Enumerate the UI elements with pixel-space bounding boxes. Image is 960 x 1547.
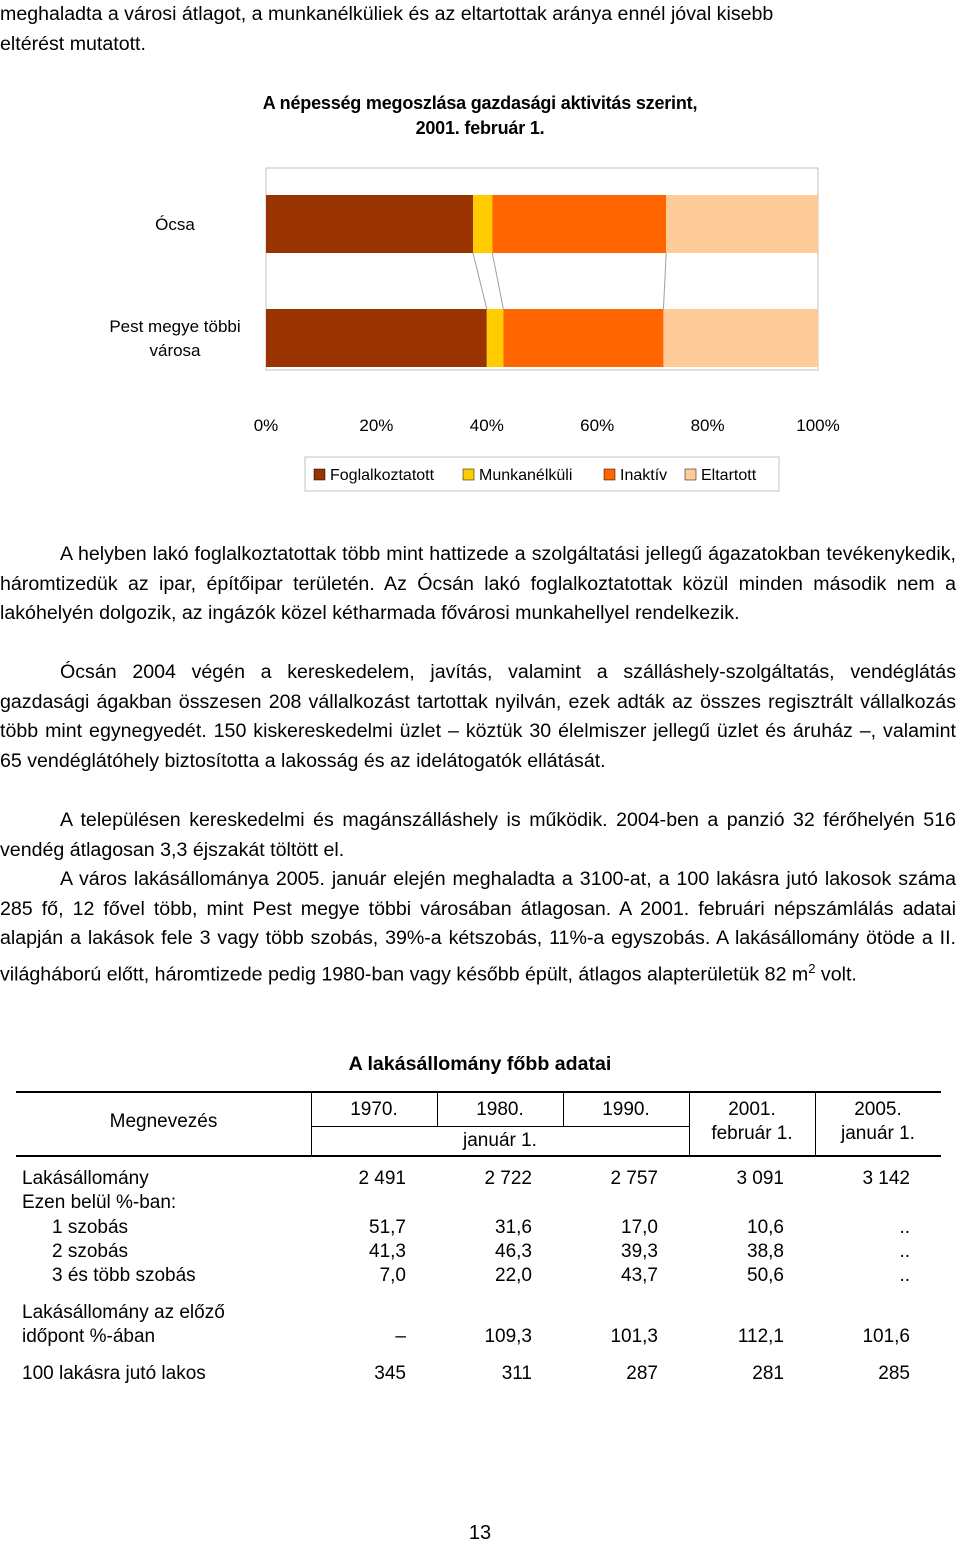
chart-title [0,91,960,141]
col-separator-2 [437,1092,438,1127]
cell: 22,0 [495,1265,532,1286]
row-label-100-lakasra: 100 lakásra jutó lakos [22,1363,206,1384]
bar-segment [492,195,666,253]
legend-label: Foglalkoztatott [330,467,435,484]
cell: 7,0 [379,1265,406,1286]
x-tick-label: 40% [469,416,504,435]
cell: 287 [626,1363,658,1384]
cell: 43,7 [621,1265,658,1286]
legend-swatch [604,469,615,480]
paragraph-accommodation: A településen kereskedelmi és magánszálláshely is működik. 2004-ben a panzió 32 férőhelyén 516 vendég átlagosan 3,3 éjszakát töltött el. [0,809,956,861]
table-header-bottom-rule [16,1155,941,1157]
col-separator-1 [311,1092,312,1156]
series-line [473,253,487,309]
row-label-1-szobas: 1 szobás [52,1217,129,1238]
cell: 17,0 [621,1217,658,1238]
header-jan1: január 1. [463,1130,537,1151]
bar-segment [473,195,492,253]
cell: .. [899,1265,910,1286]
cell: 345 [374,1363,406,1384]
cell: – [395,1326,406,1347]
row-label-2-szobas: 2 szobás [52,1241,129,1262]
paragraph-commerce: Ócsán 2004 végén a kereskedelem, javítás, valamint a szálláshely-szolgáltatás, vendéglátás gazdasági ágakban összesen 208 vállalkozást tartottak nyilván, ezek adták az összes regisztrált vállalkozás több mint egynegyedét. 150 kiskereskedelmi üzlet – köztük 30 élelmiszer jellegű üzlet és áruház –, valamint 65 vendéglátóhely biztosította a lakosság és az idelátogatók ellátását. [0,661,956,772]
cell: 2 722 [484,1168,532,1189]
x-tick-label: 100% [796,416,840,435]
col-separator-4 [689,1092,690,1156]
cell: 10,6 [747,1217,784,1238]
legend-label: Eltartott [701,467,757,484]
cell: .. [899,1217,910,1238]
x-tick-label: 0% [253,416,279,435]
x-tick-label: 80% [690,416,725,435]
bar-segment [666,195,818,253]
cell: 2 757 [610,1168,658,1189]
bar-segment [663,309,818,367]
chart-title-line-2: 2001. február 1. [415,118,545,138]
bar-segment [266,309,487,367]
cell: 101,6 [862,1326,910,1347]
category-label: városa [149,341,201,360]
cell: 112,1 [737,1326,784,1347]
header-2005: 2005. [854,1099,902,1120]
cell: 311 [501,1363,532,1384]
legend-label: Munkanélküli [479,467,573,484]
chart-title-line-1: A népesség megoszlása gazdasági aktivitás szerint, [262,93,698,113]
series-line [492,253,503,309]
paragraph-employment: A helyben lakó foglalkoztatottak több mint hattizede a szolgáltatási jellegű ágazatokban tevékenykedik, háromtizedük az ipar, építőipar területén. Az Ócsán lakó foglalkoztatottak közül minden második nem a lakóhelyén dolgozik, az ingázók közel kétharmada fővárosi munkahellyel rendelkezik. [0,543,956,624]
cell: 38,8 [747,1241,784,1262]
intro-line-2: eltérést mutatott. [0,32,146,55]
x-tick-label: 20% [359,416,394,435]
intro-line-1: meghaladta a városi átlagot, a munkanélküliek és az eltartottak aránya ennél jóval kisebb [0,3,774,25]
legend-swatch [314,469,325,480]
bar-segment [487,309,504,367]
cell: 41,3 [369,1241,406,1262]
header-1990: 1990. [602,1099,650,1120]
header-1980: 1980. [476,1099,524,1120]
header-2001: 2001. [728,1099,776,1120]
cell: 39,3 [621,1241,658,1262]
bar-segment [503,309,663,367]
paragraph-housing-main: A város lakásállománya 2005. január elején meghaladta a 3100-at, a 100 lakásra jutó lakosok száma 285 fő, 12 fővel több, mint Pest megye többi városában átlagosan. A 2001. februári népszámlálás adatai alapján a lakások fele 3 vagy több szobás, 39%-a kétszobás, 11%-a egyszobás. A lakásállomány ötöde a II. világháború előtt, háromtizede pedig 1980-ban vagy később épült, átlagos alapterületük 82 m [0,868,956,986]
table-mid-rule [311,1126,689,1127]
header-megnevezes: Megnevezés [109,1111,218,1132]
series-line [663,253,666,309]
cell: 50,6 [747,1265,784,1286]
table-top-rule [16,1091,941,1093]
legend-swatch [463,469,474,480]
cell: 101,3 [610,1326,658,1347]
category-label: Ócsa [155,215,195,234]
bar-segment [266,195,473,253]
cell: 285 [878,1363,910,1384]
row-label-elozo-idopont-2: időpont %-ában [22,1326,156,1347]
category-label: Pest megye többi [109,317,241,336]
x-tick-label: 60% [580,416,615,435]
legend-label: Inaktív [620,467,668,484]
row-label-lakasallomany: Lakásállomány [22,1168,149,1189]
intro-paragraph [0,0,956,59]
cell: 3 142 [862,1168,910,1189]
row-label-ezen-belul: Ezen belül %-ban: [22,1192,177,1213]
cell: 281 [752,1363,784,1384]
paragraph-housing [0,865,956,990]
cell: .. [899,1241,910,1262]
cell: 46,3 [495,1241,532,1262]
cell: 109,3 [484,1326,532,1347]
row-label-elozo-idopont: Lakásállomány az előző [22,1302,225,1323]
page-number: 13 [468,1522,492,1544]
activity-stacked-bar-chart [0,160,960,500]
cell: 3 091 [736,1168,784,1189]
paragraph-housing-end: volt. [815,963,857,986]
col-separator-3 [563,1092,564,1127]
col-separator-5 [815,1092,816,1156]
header-2001-sub: február 1. [711,1123,793,1144]
cell: 2 491 [358,1168,406,1189]
header-2005-sub: január 1. [841,1123,915,1144]
row-label-3-es-tobb-szobas: 3 és több szobás [52,1265,196,1286]
cell: 31,6 [495,1217,532,1238]
cell: 51,7 [369,1217,406,1238]
legend-swatch [685,469,696,480]
table-title: A lakásállomány főbb adatai [348,1053,612,1075]
superscript-2: 2 [808,960,816,976]
header-1970: 1970. [350,1099,398,1120]
